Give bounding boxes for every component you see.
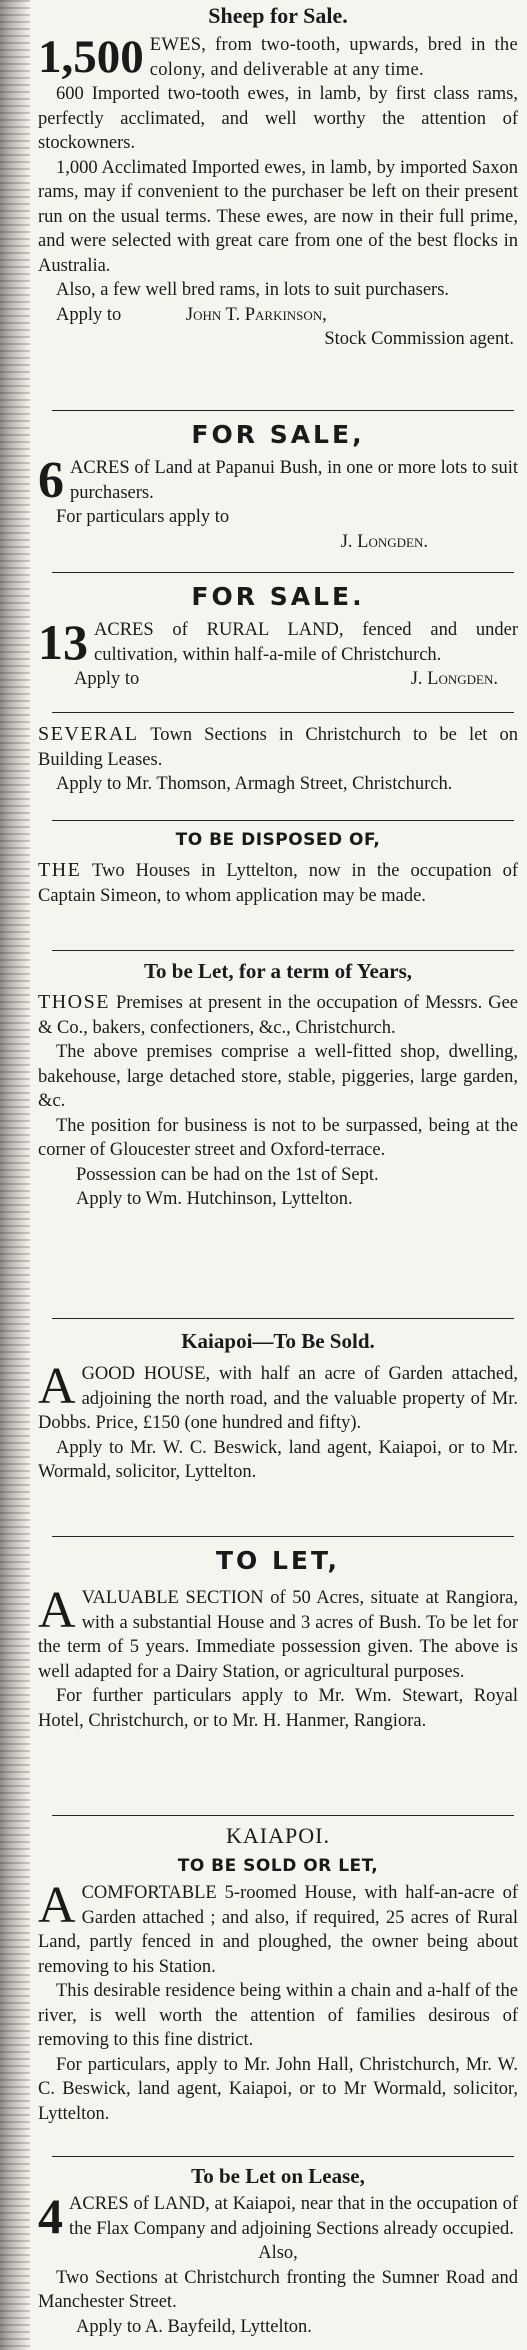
ad-also: Also, — [258, 2243, 298, 2263]
ad-apply-line — [38, 303, 518, 328]
drop-letter: A — [38, 1358, 76, 1415]
ad-lead-word: THE — [38, 859, 82, 881]
ad-apply-line: Apply to Mr. W. C. Beswick, land agent, Kaiapoi, or to Mr. Wormald, solicitor, Lyttelton. — [38, 1437, 518, 1482]
ad-paragraph: Possession can be had on the 1st of Sept. — [76, 1164, 379, 1185]
ad-paragraph: The above premises comprise a well-fitted shop, dwelling, bakehouse, large detached store, stable, piggeries, large garden, &c. — [38, 1042, 518, 1111]
ad-first-text: Premises at present in the occupation of Messrs. Gee & Co., bakers, confectioners, &c., Christchurch. — [38, 993, 519, 1038]
ad-first-text: COMFORTABLE 5-roomed House, with half-an-acre of Garden attached ; and also, if required, 25 acres of Rural Land, partly fenced in and ploughed, the owner being about removing to his Station. — [38, 1883, 518, 1977]
ad-heading: FOR SALE. — [191, 582, 365, 611]
ad-apply-line: Apply to Wm. Hutchinson, Lyttelton. — [76, 1189, 353, 1209]
ad-first-text: ACRES of RURAL LAND, fenced and under cultivation, within half-a-mile of Christchurch. — [94, 620, 518, 665]
ad-heading: Kaiapoi—To Be Sold. — [181, 1329, 375, 1353]
ad-lead-word: SEVERAL — [38, 723, 139, 745]
ad-paragraph: Two Sections at Christchurch fronting the Sumner Road and Manchester Street. — [38, 2267, 518, 2312]
ad-signature: J. Longden. — [340, 531, 428, 552]
divider-rule — [52, 2156, 514, 2157]
ad-first-text: VALUABLE SECTION of 50 Acres, situate at Rangiora, with a substantial House and 3 acres of Bush. To be let for the term of 5 years. Immediate possession given. The above is well adapted for a Dairy Station, or agricultural purposes. — [38, 1588, 518, 1682]
ad-paragraph: Also, a few well bred rams, in lots to suit purchasers. — [56, 280, 450, 300]
ad-heading: To be Let, for a term of Years, — [143, 959, 413, 983]
ad-heading: KAIAPOI. — [226, 1823, 330, 1848]
ad-first-text: ACRES of Land at Papanui Bush, in one or more lots to suit purchasers. — [70, 458, 518, 503]
ad-paragraph: For particulars apply to — [56, 507, 230, 527]
page-gutter-shadow — [0, 0, 30, 2350]
divider-rule — [52, 712, 514, 713]
ad-sheep-for-sale — [38, 0, 518, 352]
ad-paragraph: 600 Imported two-tooth ewes, in lamb, by first class rams, perfectly acclimated, and well worthy the attention of stockowners. — [38, 84, 518, 153]
ad-apply-line: Apply to Mr. Thomson, Armagh Street, Christchurch. — [56, 774, 453, 794]
apply-prefix: Apply to — [74, 669, 140, 689]
ad-first-text: Town Sections in Christchurch to be let on Building Leases. — [38, 725, 518, 770]
ad-kaiapoi-sold-or-let — [38, 1821, 518, 2126]
ad-for-sale-papanui — [38, 418, 518, 554]
divider-rule — [52, 1318, 514, 1319]
drop-numeral: 4 — [38, 2188, 63, 2244]
ad-signature: J. Longden. — [410, 669, 498, 689]
ad-first-text: ACRES of LAND, at Kaiapoi, near that in the occupation of the Flax Company and adjoining Sections already occupied. — [69, 2194, 518, 2239]
ad-subheading: TO BE SOLD OR LET, — [177, 1856, 379, 1876]
ad-apply-line: Apply to A. Bayfeild, Lyttelton. — [76, 2316, 312, 2337]
apply-name: John T. Parkinson, — [185, 304, 327, 325]
divider-rule — [52, 820, 514, 821]
divider-rule — [52, 410, 514, 411]
divider-rule — [52, 572, 514, 573]
apply-prefix: Apply to — [56, 304, 122, 325]
ad-to-be-let-on-lease — [38, 2162, 518, 2339]
ad-for-sale-rural-land — [38, 580, 518, 692]
ad-to-be-let-term-of-years — [38, 956, 518, 1212]
divider-rule — [52, 1536, 514, 1537]
drop-numeral: 6 — [38, 452, 64, 509]
ad-to-let-rangiora — [38, 1544, 518, 1733]
drop-numeral: 13 — [38, 614, 88, 670]
ad-heading: Sheep for Sale. — [208, 3, 348, 28]
ad-several-town-sections — [38, 722, 518, 797]
apply-title: Stock Commission agent. — [324, 329, 514, 349]
ad-heading: To be Let on Lease, — [191, 2164, 365, 2188]
ad-apply-line — [38, 667, 518, 692]
ad-heading: FOR SALE, — [191, 420, 365, 449]
drop-numeral: 1,500 — [38, 31, 144, 83]
ad-lead-word: THOSE — [38, 991, 110, 1013]
ad-paragraph: 1,000 Acclimated Imported ewes, in lamb, by imported Saxon rams, may if convenient to the purchaser be left on their present run on the usual terms. These ewes, are now in their full prime, and were selected with great care from one of the best flocks in Australia. — [38, 157, 518, 276]
ad-heading: TO BE DISPOSED OF, — [175, 830, 381, 850]
ad-first-text: Two Houses in Lyttelton, now in the occupation of Captain Simeon, to whom application may be made. — [38, 861, 518, 906]
ad-paragraph: This desirable residence being within a chain and a-half of the river, is well worth the attention of families desirous of removing to this fine district. — [38, 1981, 518, 2050]
ad-first-text: EWES, from two-tooth, upwards, bred in the colony, and deliverable at any time. — [149, 35, 518, 80]
ad-kaiapoi-to-be-sold — [38, 1326, 518, 1485]
ad-first-text: GOOD HOUSE, with half an acre of Garden attached, adjoining the north road, and the valuable property of Mr. Dobbs. Price, £150 (one hundred and fifty). — [38, 1364, 518, 1433]
ad-heading: TO LET, — [215, 1546, 340, 1575]
drop-letter: A — [38, 1877, 76, 1934]
divider-rule — [52, 1815, 514, 1816]
divider-rule — [52, 950, 514, 951]
ad-paragraph: The position for business is not to be surpassed, being at the corner of Gloucester street and Oxford-terrace. — [38, 1115, 518, 1160]
ad-to-be-disposed-of — [38, 826, 518, 908]
ad-apply-line: For particulars, apply to Mr. John Hall, Christchurch, Mr. W. C. Beswick, land agent, Kaiapoi, or to Mr Wormald, solicitor, Lyttelton. — [38, 2054, 518, 2124]
ad-apply-line: For further particulars apply to Mr. Wm. Stewart, Royal Hotel, Christchurch, or to Mr. H. Hanmer, Rangiora. — [38, 1686, 518, 1731]
drop-letter: A — [38, 1582, 76, 1639]
